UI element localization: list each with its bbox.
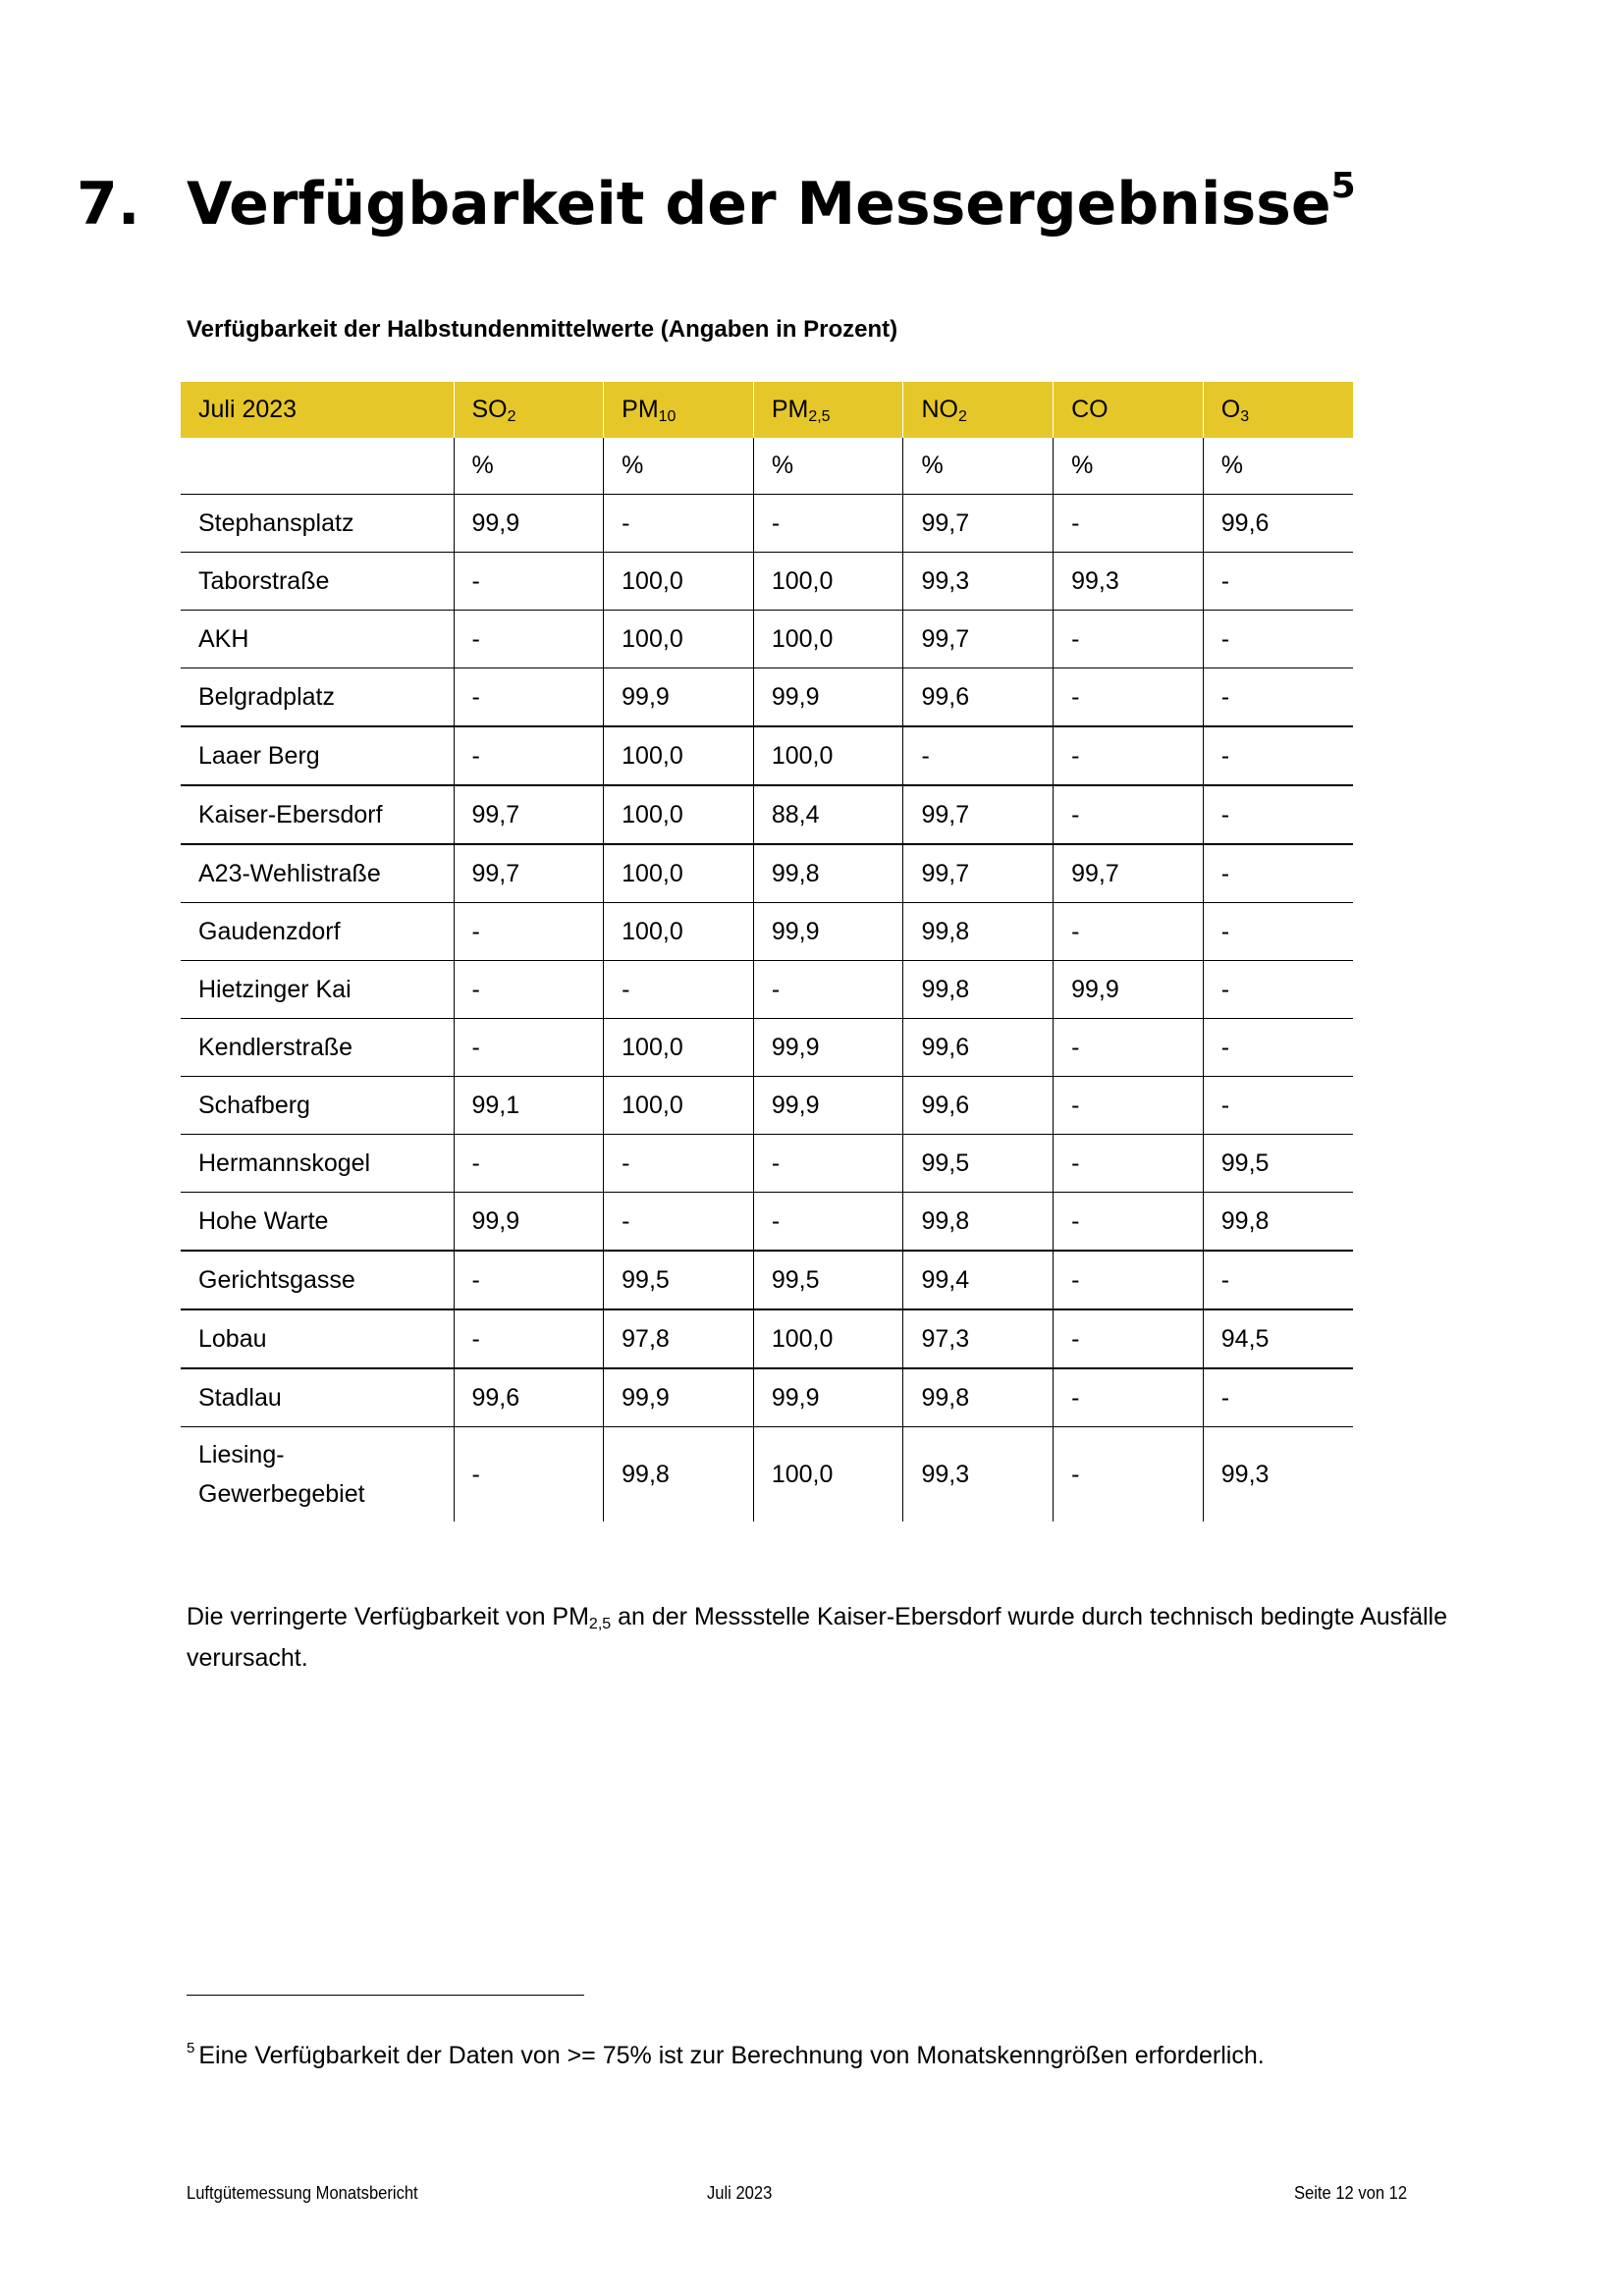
value-cell: 99,6 bbox=[1203, 495, 1353, 553]
value-cell: 100,0 bbox=[604, 1019, 754, 1077]
value-cell: - bbox=[1054, 495, 1204, 553]
value-cell: 100,0 bbox=[604, 553, 754, 611]
table-row bbox=[181, 844, 1353, 903]
value-cell: - bbox=[1203, 1251, 1353, 1309]
value-cell: - bbox=[1054, 1427, 1204, 1522]
availability-note: Die verringerte Verfügbarkeit von $PM_{2,5}$ an der Messstelle Kaiser-Ebersdorf wurde durch technisch bedingte Ausfälle verursacht. bbox=[187, 1603, 1448, 1672]
station-name: Kendlerstraße bbox=[181, 1019, 454, 1077]
value-cell: - bbox=[454, 553, 604, 611]
value-cell: 99,6 bbox=[903, 668, 1054, 727]
value-cell: 99,8 bbox=[903, 961, 1054, 1019]
value-cell: - bbox=[1054, 785, 1204, 844]
value-cell: - bbox=[454, 1135, 604, 1193]
footer-left: Luftgütemessung Monatsbericht bbox=[187, 2183, 418, 2203]
value-cell: - bbox=[1203, 1368, 1353, 1427]
value-cell: 99,9 bbox=[753, 1077, 903, 1135]
value-cell: - bbox=[454, 726, 604, 785]
value-cell: - bbox=[1054, 1019, 1204, 1077]
table-row bbox=[181, 1251, 1353, 1309]
unit-cell: % bbox=[604, 438, 754, 495]
table-row bbox=[181, 903, 1353, 961]
value-cell: - bbox=[1203, 726, 1353, 785]
station-name: Hermannskogel bbox=[181, 1135, 454, 1193]
station-name: Hohe Warte bbox=[181, 1193, 454, 1252]
units-row bbox=[181, 438, 1353, 495]
station-name bbox=[181, 1427, 454, 1522]
value-cell: 99,9 bbox=[753, 1368, 903, 1427]
value-cell: 99,8 bbox=[903, 1368, 1054, 1427]
footnote-reference: 5 bbox=[1330, 166, 1356, 206]
value-cell: - bbox=[454, 1309, 604, 1368]
value-cell: - bbox=[1054, 1309, 1204, 1368]
value-cell: 99,7 bbox=[1054, 844, 1204, 903]
footnote bbox=[187, 2042, 1265, 2070]
value-cell: - bbox=[604, 1193, 754, 1252]
value-cell: 99,5 bbox=[1203, 1135, 1353, 1193]
value-cell: - bbox=[604, 1135, 754, 1193]
value-cell: 99,9 bbox=[1054, 961, 1204, 1019]
value-cell: - bbox=[1203, 903, 1353, 961]
value-cell: 99,7 bbox=[903, 611, 1054, 668]
value-cell: 99,1 bbox=[454, 1077, 604, 1135]
units-empty-cell bbox=[181, 438, 454, 495]
value-cell: - bbox=[1054, 1077, 1204, 1135]
unit-cell: % bbox=[903, 438, 1054, 495]
value-cell: 99,6 bbox=[903, 1019, 1054, 1077]
value-cell: 94,5 bbox=[1203, 1309, 1353, 1368]
unit-cell: % bbox=[1054, 438, 1204, 495]
value-cell: 100,0 bbox=[753, 726, 903, 785]
value-cell: - bbox=[1054, 1368, 1204, 1427]
station-name: Hietzinger Kai bbox=[181, 961, 454, 1019]
table-row bbox=[181, 553, 1353, 611]
table-row bbox=[181, 1427, 1353, 1522]
value-cell: - bbox=[753, 1193, 903, 1252]
value-cell: - bbox=[1054, 1251, 1204, 1309]
value-cell: 99,3 bbox=[903, 1427, 1054, 1522]
value-cell: - bbox=[903, 726, 1054, 785]
value-cell: 99,9 bbox=[454, 1193, 604, 1252]
value-cell: 99,9 bbox=[753, 1019, 903, 1077]
station-name: A23-Wehlistraße bbox=[181, 844, 454, 903]
value-cell: 100,0 bbox=[753, 1427, 903, 1522]
value-cell: - bbox=[1054, 726, 1204, 785]
footnote-text: Eine Verfügbarkeit der Daten von >= 75% ist zur Berechnung von Monatskenngrößen erforderlich. bbox=[198, 2042, 1265, 2069]
value-cell: 100,0 bbox=[604, 903, 754, 961]
value-cell: - bbox=[1054, 1135, 1204, 1193]
table-row bbox=[181, 611, 1353, 668]
station-name: Kaiser-Ebersdorf bbox=[181, 785, 454, 844]
header-no2: $NO_2$ bbox=[903, 382, 1054, 438]
value-cell: 100,0 bbox=[604, 785, 754, 844]
value-cell: 99,7 bbox=[454, 844, 604, 903]
value-cell: 99,6 bbox=[454, 1368, 604, 1427]
table-row bbox=[181, 1309, 1353, 1368]
value-cell: 100,0 bbox=[604, 1077, 754, 1135]
value-cell: 100,0 bbox=[604, 611, 754, 668]
value-cell: 88,4 bbox=[753, 785, 903, 844]
value-cell: 99,9 bbox=[604, 668, 754, 727]
table-row bbox=[181, 1368, 1353, 1427]
value-cell: - bbox=[454, 903, 604, 961]
value-cell: - bbox=[1203, 1019, 1353, 1077]
value-cell: - bbox=[454, 1251, 604, 1309]
table-row bbox=[181, 961, 1353, 1019]
value-cell: 99,3 bbox=[1054, 553, 1204, 611]
header-pm10: $PM_{10}$ bbox=[604, 382, 754, 438]
table-row bbox=[181, 726, 1353, 785]
value-cell: 99,7 bbox=[903, 495, 1054, 553]
value-cell: 100,0 bbox=[604, 726, 754, 785]
value-cell: - bbox=[1203, 844, 1353, 903]
value-cell: 99,7 bbox=[454, 785, 604, 844]
footer-right: Seite 12 von 12 bbox=[1294, 2183, 1408, 2203]
unit-cell: % bbox=[1203, 438, 1353, 495]
value-cell: 99,9 bbox=[604, 1368, 754, 1427]
value-cell: 100,0 bbox=[753, 611, 903, 668]
value-cell: - bbox=[1203, 961, 1353, 1019]
value-cell: 100,0 bbox=[753, 1309, 903, 1368]
value-cell: 99,9 bbox=[454, 495, 604, 553]
value-cell: 99,8 bbox=[903, 1193, 1054, 1252]
value-cell: 99,5 bbox=[903, 1135, 1054, 1193]
table-row bbox=[181, 785, 1353, 844]
value-cell: 99,8 bbox=[753, 844, 903, 903]
table-row bbox=[181, 668, 1353, 727]
value-cell: 99,3 bbox=[903, 553, 1054, 611]
value-cell: - bbox=[454, 611, 604, 668]
header-o3: $O_3$ bbox=[1203, 382, 1353, 438]
section-number: 7. bbox=[77, 170, 140, 239]
value-cell: 99,3 bbox=[1203, 1427, 1353, 1522]
table-caption: Verfügbarkeit der Halbstundenmittelwerte (Angaben in Prozent) bbox=[187, 316, 898, 343]
value-cell: - bbox=[753, 495, 903, 553]
station-name: Stephansplatz bbox=[181, 495, 454, 553]
value-cell: 99,8 bbox=[604, 1427, 754, 1522]
value-cell: - bbox=[1054, 611, 1204, 668]
value-cell: - bbox=[454, 1427, 604, 1522]
value-cell: - bbox=[1203, 553, 1353, 611]
station-name: Schafberg bbox=[181, 1077, 454, 1135]
value-cell: 99,5 bbox=[753, 1251, 903, 1309]
value-cell: 99,9 bbox=[753, 903, 903, 961]
table-row bbox=[181, 1135, 1353, 1193]
value-cell: - bbox=[1203, 1077, 1353, 1135]
value-cell: 99,6 bbox=[903, 1077, 1054, 1135]
value-cell: - bbox=[1203, 668, 1353, 727]
value-cell: 99,8 bbox=[903, 903, 1054, 961]
station-name: AKH bbox=[181, 611, 454, 668]
table-header-row bbox=[181, 382, 1353, 438]
value-cell: - bbox=[1054, 903, 1204, 961]
footer-center: Juli 2023 bbox=[707, 2183, 773, 2203]
unit-cell: % bbox=[753, 438, 903, 495]
footnote-mark: 5 bbox=[187, 2040, 195, 2056]
value-cell: - bbox=[604, 495, 754, 553]
table-row bbox=[181, 495, 1353, 553]
value-cell: - bbox=[1203, 611, 1353, 668]
value-cell: - bbox=[1203, 785, 1353, 844]
value-cell: - bbox=[1054, 1193, 1204, 1252]
value-cell: - bbox=[454, 961, 604, 1019]
station-name-line: Gewerbegebiet bbox=[198, 1480, 365, 1508]
station-name: Gaudenzdorf bbox=[181, 903, 454, 961]
value-cell: - bbox=[1054, 668, 1204, 727]
station-name: Laaer Berg bbox=[181, 726, 454, 785]
value-cell: - bbox=[454, 668, 604, 727]
footnote-divider bbox=[187, 1995, 584, 1996]
value-cell: - bbox=[753, 961, 903, 1019]
value-cell: - bbox=[454, 1019, 604, 1077]
availability-table bbox=[181, 382, 1353, 1522]
header-co: CO bbox=[1054, 382, 1204, 438]
station-name: Stadlau bbox=[181, 1368, 454, 1427]
table-row bbox=[181, 1193, 1353, 1252]
section-title: Verfügbarkeit der Messergebnisse bbox=[187, 170, 1331, 239]
station-name: Belgradplatz bbox=[181, 668, 454, 727]
station-name: Gerichtsgasse bbox=[181, 1251, 454, 1309]
header-pm25: $PM_{2,5}$ bbox=[753, 382, 903, 438]
value-cell: 100,0 bbox=[604, 844, 754, 903]
value-cell: 99,7 bbox=[903, 844, 1054, 903]
station-name-line: Liesing- bbox=[198, 1441, 285, 1468]
station-name: Lobau bbox=[181, 1309, 454, 1368]
value-cell: 97,8 bbox=[604, 1309, 754, 1368]
value-cell: 99,8 bbox=[1203, 1193, 1353, 1252]
value-cell: 97,3 bbox=[903, 1309, 1054, 1368]
table-row bbox=[181, 1077, 1353, 1135]
table-row bbox=[181, 1019, 1353, 1077]
value-cell: - bbox=[604, 961, 754, 1019]
header-period: Juli 2023 bbox=[181, 382, 454, 438]
value-cell: - bbox=[753, 1135, 903, 1193]
unit-cell: % bbox=[454, 438, 604, 495]
value-cell: 99,5 bbox=[604, 1251, 754, 1309]
value-cell: 99,9 bbox=[753, 668, 903, 727]
value-cell: 100,0 bbox=[753, 553, 903, 611]
page-title bbox=[77, 166, 1356, 239]
value-cell: 99,7 bbox=[903, 785, 1054, 844]
station-name: Taborstraße bbox=[181, 553, 454, 611]
value-cell: 99,4 bbox=[903, 1251, 1054, 1309]
header-so2: $SO_2$ bbox=[454, 382, 604, 438]
